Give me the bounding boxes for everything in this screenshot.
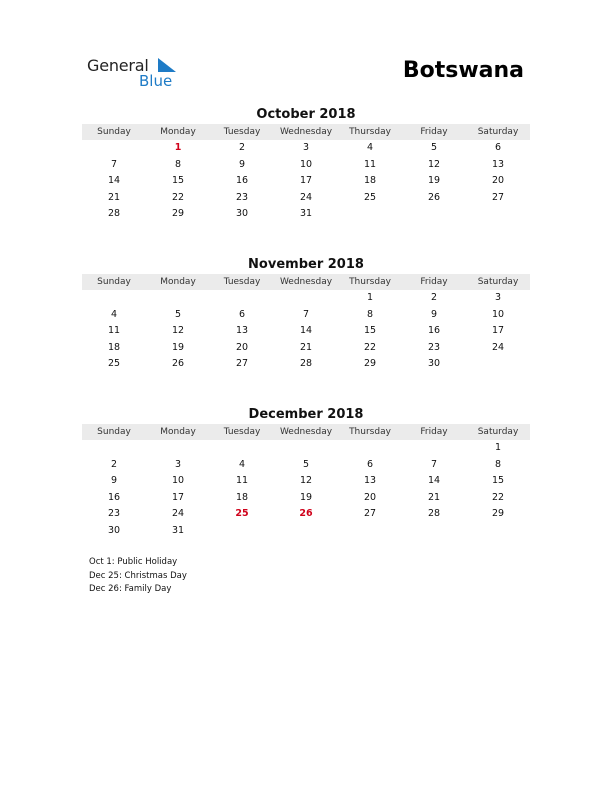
- week-row: [82, 523, 530, 540]
- day-cell: [402, 523, 466, 540]
- day-cell: [274, 440, 338, 457]
- weekday-header: Tuesday: [223, 427, 261, 437]
- day-cell: 18: [235, 491, 249, 503]
- day-cell: 22: [363, 341, 377, 353]
- day-cell: 9: [238, 158, 246, 170]
- day-cell: 13: [491, 158, 505, 170]
- day-cell: 21: [299, 341, 313, 353]
- day-cell: 7: [430, 458, 438, 470]
- day-cell: 16: [235, 175, 249, 187]
- day-cell: 27: [363, 508, 377, 520]
- day-cell: 7: [302, 308, 310, 320]
- day-cell: 20: [235, 341, 249, 353]
- day-cell: 26: [171, 358, 185, 370]
- day-cell: 12: [299, 475, 313, 487]
- country-title: Botswana: [402, 58, 524, 83]
- day-cell: 4: [238, 458, 246, 470]
- week-row: [82, 173, 530, 190]
- holiday-day-cell: 1: [174, 142, 182, 153]
- day-cell: 3: [174, 458, 182, 470]
- day-cell: 5: [430, 142, 438, 153]
- day-cell: 22: [491, 491, 505, 503]
- holiday-day-cell: 26: [299, 508, 313, 520]
- day-cell: 6: [238, 308, 246, 320]
- day-cell: [338, 206, 402, 223]
- day-cell: 3: [494, 292, 502, 303]
- holiday-note: Oct 1: Public Holiday: [89, 557, 178, 567]
- day-cell: 23: [107, 508, 121, 520]
- month-november: [82, 256, 530, 373]
- day-cell: 1: [366, 292, 374, 303]
- day-cell: [466, 206, 530, 223]
- day-cell: 24: [299, 191, 313, 203]
- day-cell: 19: [299, 491, 313, 503]
- day-cell: [466, 356, 530, 373]
- week-row: [82, 190, 530, 207]
- day-cell: 19: [171, 341, 185, 353]
- day-cell: 11: [363, 158, 377, 170]
- weekday-header: Tuesday: [223, 277, 261, 287]
- weekday-header: Monday: [160, 127, 196, 137]
- day-cell: 1: [494, 442, 502, 453]
- day-cell: 23: [427, 341, 441, 353]
- day-cell: 29: [363, 358, 377, 370]
- day-cell: 18: [107, 341, 121, 353]
- day-cell: 27: [235, 358, 249, 370]
- week-row: [82, 490, 530, 507]
- day-cell: 29: [491, 508, 505, 520]
- day-cell: 17: [491, 325, 505, 337]
- day-cell: 5: [174, 308, 182, 320]
- day-cell: [210, 440, 274, 457]
- logo-general-text: General: [87, 56, 149, 75]
- day-cell: 7: [110, 158, 118, 170]
- day-cell: 31: [299, 208, 313, 220]
- day-cell: 17: [299, 175, 313, 187]
- month-title: October 2018: [256, 107, 356, 122]
- day-cell: 24: [491, 341, 505, 353]
- day-cell: 6: [366, 458, 374, 470]
- day-cell: 10: [491, 308, 505, 320]
- weekday-header: Sunday: [97, 427, 131, 437]
- day-cell: 19: [427, 175, 441, 187]
- day-cell: 8: [494, 458, 502, 470]
- month-december: [82, 406, 530, 540]
- day-cell: 21: [427, 491, 441, 503]
- day-cell: 16: [107, 491, 121, 503]
- day-cell: 14: [427, 475, 441, 487]
- day-cell: 30: [107, 524, 121, 536]
- week-row: [82, 323, 530, 340]
- day-cell: 24: [171, 508, 185, 520]
- weekday-header: Friday: [420, 127, 448, 137]
- day-cell: 28: [299, 358, 313, 370]
- weekday-header: Sunday: [97, 277, 131, 287]
- week-row: [82, 340, 530, 357]
- day-cell: 21: [107, 191, 121, 203]
- weekday-header: Wednesday: [279, 427, 333, 437]
- day-cell: [402, 206, 466, 223]
- day-cell: 2: [110, 458, 118, 470]
- day-cell: 27: [491, 191, 505, 203]
- weekday-header: Monday: [160, 427, 196, 437]
- month-title: December 2018: [248, 407, 364, 422]
- day-cell: 4: [366, 142, 374, 153]
- day-cell: 8: [174, 158, 182, 170]
- day-cell: [466, 523, 530, 540]
- day-cell: [82, 290, 146, 307]
- weekday-header: Thursday: [349, 277, 391, 287]
- day-cell: [210, 290, 274, 307]
- week-row: [82, 356, 530, 373]
- weekday-header: Tuesday: [223, 127, 261, 137]
- day-cell: 10: [299, 158, 313, 170]
- weekday-header: Thursday: [349, 127, 391, 137]
- weekday-header: Sunday: [97, 127, 131, 137]
- weekday-header: Saturday: [477, 427, 519, 437]
- week-row: [82, 440, 530, 457]
- week-row: [82, 140, 530, 157]
- weekday-header-row: [82, 274, 530, 290]
- weekday-header: Friday: [420, 277, 448, 287]
- day-cell: [82, 440, 146, 457]
- day-cell: 14: [299, 325, 313, 337]
- day-cell: 20: [363, 491, 377, 503]
- month-october: [82, 106, 530, 223]
- day-cell: 12: [171, 325, 185, 337]
- weekday-header: Monday: [160, 277, 196, 287]
- day-cell: 30: [427, 358, 441, 370]
- day-cell: [274, 523, 338, 540]
- day-cell: 23: [235, 191, 249, 203]
- weekday-header-row: [82, 424, 530, 440]
- holiday-note: Dec 25: Christmas Day: [89, 570, 187, 581]
- day-cell: [338, 440, 402, 457]
- day-cell: 6: [494, 142, 502, 153]
- day-cell: 30: [235, 208, 249, 220]
- weekday-header: Friday: [420, 427, 448, 437]
- week-row: [82, 506, 530, 523]
- holiday-notes: [89, 556, 187, 597]
- day-cell: 26: [427, 191, 441, 203]
- day-cell: 2: [430, 292, 438, 303]
- day-cell: 9: [430, 308, 438, 320]
- weekday-header: Saturday: [477, 277, 519, 287]
- day-cell: 10: [171, 475, 185, 487]
- weekday-header: Thursday: [349, 427, 391, 437]
- day-cell: 11: [235, 475, 249, 487]
- day-cell: 28: [107, 208, 121, 220]
- weekday-header-row: [82, 124, 530, 140]
- day-cell: 13: [235, 325, 249, 337]
- holiday-day-cell: 25: [235, 508, 249, 520]
- week-row: [82, 307, 530, 324]
- week-row: [82, 157, 530, 174]
- day-cell: 31: [171, 524, 185, 536]
- day-cell: [82, 140, 146, 157]
- day-cell: 2: [238, 142, 246, 153]
- day-cell: 15: [491, 475, 505, 487]
- week-row: [82, 206, 530, 223]
- week-row: [82, 457, 530, 474]
- week-row: [82, 290, 530, 307]
- day-cell: [146, 440, 210, 457]
- day-cell: 3: [302, 142, 310, 153]
- logo-blue-text: Blue: [139, 72, 173, 90]
- day-cell: 12: [427, 158, 441, 170]
- day-cell: 13: [363, 475, 377, 487]
- day-cell: 17: [171, 491, 185, 503]
- day-cell: [210, 523, 274, 540]
- day-cell: 25: [363, 191, 377, 203]
- generalblue-logo: [87, 56, 187, 92]
- day-cell: [274, 290, 338, 307]
- day-cell: 29: [171, 208, 185, 220]
- day-cell: 11: [107, 325, 121, 337]
- month-title: November 2018: [248, 257, 364, 272]
- day-cell: [402, 440, 466, 457]
- day-cell: 15: [171, 175, 185, 187]
- day-cell: 15: [363, 325, 377, 337]
- day-cell: 20: [491, 175, 505, 187]
- weekday-header: Wednesday: [279, 277, 333, 287]
- day-cell: 18: [363, 175, 377, 187]
- week-row: [82, 473, 530, 490]
- day-cell: 22: [171, 191, 185, 203]
- day-cell: 28: [427, 508, 441, 520]
- day-cell: 14: [107, 175, 121, 187]
- day-cell: [338, 523, 402, 540]
- day-cell: 5: [302, 458, 310, 470]
- day-cell: 9: [110, 475, 118, 487]
- day-cell: 16: [427, 325, 441, 337]
- day-cell: 25: [107, 358, 121, 370]
- weekday-header: Wednesday: [279, 127, 333, 137]
- weekday-header: Saturday: [477, 127, 519, 137]
- day-cell: [146, 290, 210, 307]
- day-cell: 4: [110, 308, 118, 320]
- day-cell: 8: [366, 308, 374, 320]
- holiday-note: Dec 26: Family Day: [89, 584, 172, 594]
